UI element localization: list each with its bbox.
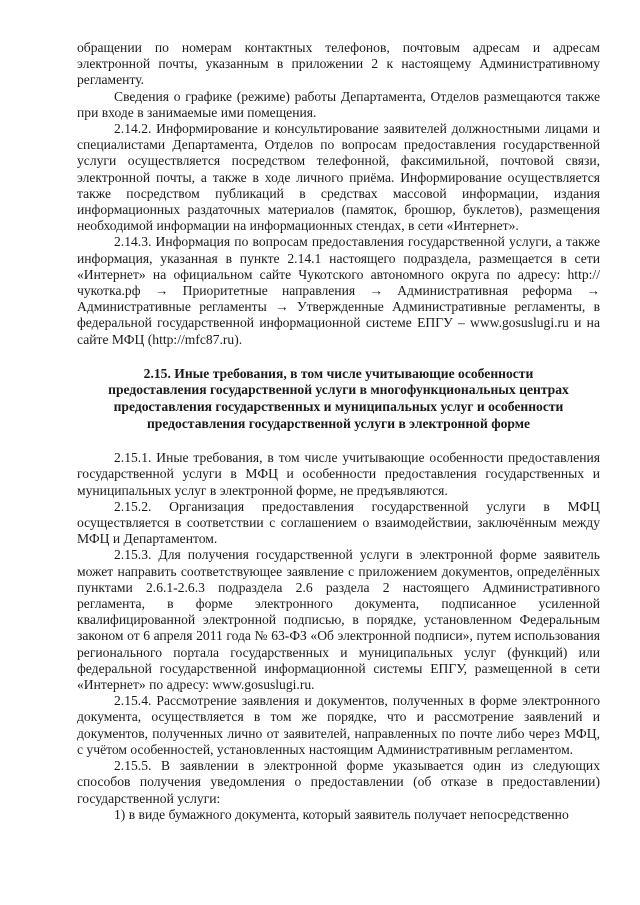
section-heading-2-15 xyxy=(77,366,600,432)
paragraph-2-14-2: 2.14.2. Информирование и консультирование заявителей должностными лицами и специалистами Департамента, Отделов по вопросам предоставления государственной услуги осуществляется посредством телефонной, факсимильной, почтовой связи, электронной почты, а также в ходе личного приёма. Информирование осуществляется также посредством публикаций в средствах массовой информации, издания информационных раздаточных материалов (памяток, брошюр, буклетов), размещения необходимой информации на информационных стендах, в сети «Интернет». xyxy=(77,121,600,234)
section-heading-line: 2.15. Иные требования, в том числе учитывающие особенности xyxy=(143,365,534,381)
document-body xyxy=(77,40,600,823)
paragraph-list-item-1: 1) в виде бумажного документа, который заявитель получает непосредственно xyxy=(114,806,569,822)
paragraph-schedule-info: Сведения о графике (режиме) работы Департамента, Отделов размещаются также при входе в занимаемые ими помещения. xyxy=(77,88,600,120)
section-heading-line: предоставления государственной услуги в многофункциональных центрах xyxy=(108,382,569,398)
section-heading-line: предоставления государственной услуги в электронной форме xyxy=(146,415,531,431)
paragraph-2-15-3: 2.15.3. Для получения государственной услуги в электронной форме заявитель может направить соответствующее заявление с приложением документов, определённых пунктами 2.6.1-2.6.3 подраздела 2.6 раздела 2 настоящего Административного регламента, в форме электронного документа, подписанное усиленной квалифицированной электронной подписью, в порядке, установленном Федеральным законом от 6 апреля 2011 года № 63-ФЗ «Об электронной подписи», путем использования регионального портала государственных и муниципальных услуг (функций) или федеральной государственной информационной системы ЕПГУ, размещенной в сети «Интернет» по адресу: www.gosuslugi.ru. xyxy=(77,547,600,693)
section-heading-line: предоставления государственных и муниципальных услуг и особенности xyxy=(113,399,564,415)
paragraph-2-15-1: 2.15.1. Иные требования, в том числе учитывающие особенности предоставления государственной услуги в МФЦ и особенности предоставления государственных и муниципальных услуг в электронной форме, не предъявляются. xyxy=(77,450,600,498)
paragraph-2-15-4: 2.15.4. Рассмотрение заявления и документов, полученных в форме электронного документа, осуществляется в том же порядке, что и рассмотрение заявлений и документов, полученных лично от заявителей, направленных по почте либо через МФЦ, с учётом особенностей, установленных настоящим Административным регламентом. xyxy=(77,693,600,757)
paragraph-2-15-2: 2.15.2. Организация предоставления государственной услуги в МФЦ осуществляется в соответствии с соглашением о взаимодействии, заключённым между МФЦ и Департаментом. xyxy=(77,498,600,547)
paragraph-2-14-3: 2.14.3. Информация по вопросам предоставления государственной услуги, а также информация, указанная в пункте 2.14.1 настоящего подраздела, размещается в сети «Интернет» на официальном сайте Чукотского автономного округа по адресу: http://чукотка.рф → Приоритетные направления → Административная реформа → Административные регламенты → Утвержденные Административные регламенты, в федеральной государственной информационной системе ЕПГУ – www.gosuslugi.ru и на сайте МФЦ (http://mfc87.ru). xyxy=(77,234,600,347)
paragraph-2-15-5: 2.15.5. В заявлении в электронной форме указывается один из следующих способов получения уведомления о предоставлении (об отказе в предоставлении) государственной услуги: xyxy=(77,758,600,806)
paragraph-contact-info-continuation: обращении по номерам контактных телефонов, почтовым адресам и адресам электронной почты, указанным в приложении 2 к настоящему Административному регламенту. xyxy=(77,40,600,88)
